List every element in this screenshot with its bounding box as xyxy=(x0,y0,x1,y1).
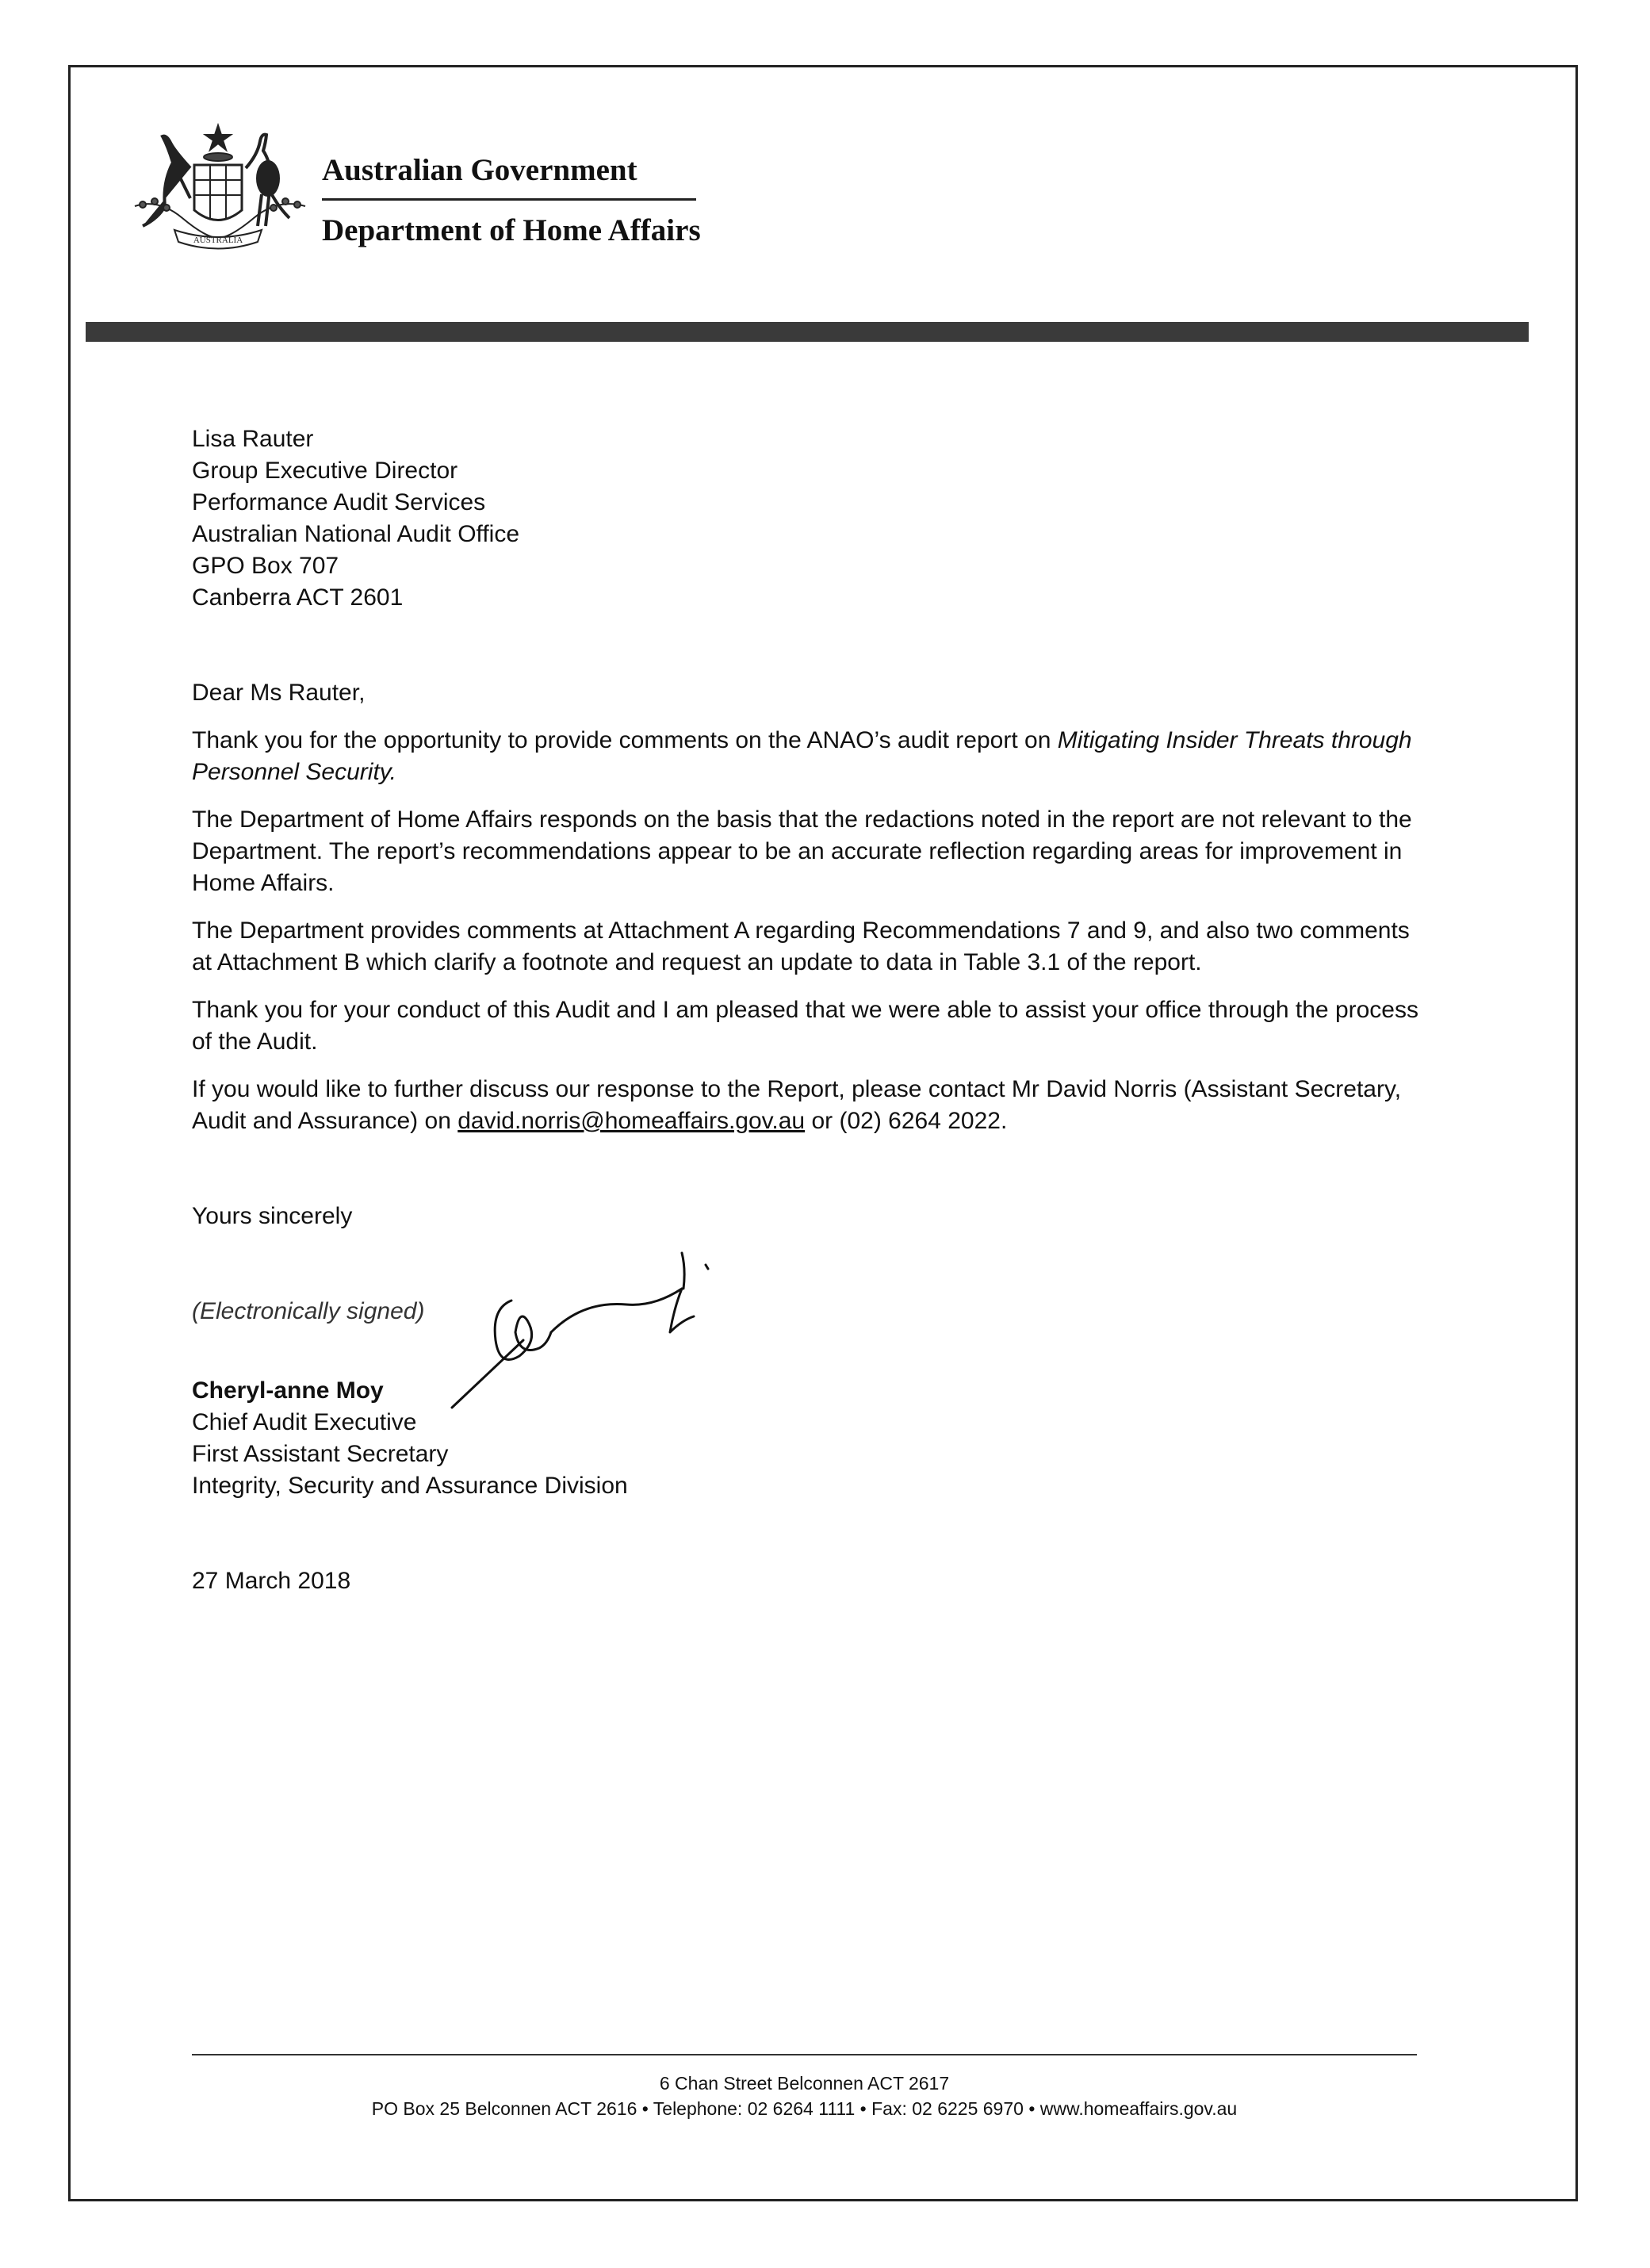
handwritten-signature xyxy=(444,1245,777,1419)
signatory-role: Chief Audit Executive xyxy=(192,1409,417,1435)
letterhead-banner xyxy=(86,322,1529,342)
paragraph-5-text: If you would like to further discuss our response to the Report, please contact Mr David Norris (Assistant Secretary, Audit and Assurance) on xyxy=(192,1076,1402,1134)
paragraph-5-end: or (02) 6264 2022. xyxy=(805,1108,1008,1134)
contact-email-link[interactable]: david.norris@homeaffairs.gov.au xyxy=(457,1108,806,1134)
government-name: Australian Government xyxy=(322,153,637,187)
crest-scroll-text: AUSTRALIA xyxy=(193,236,243,245)
electronic-signature-note: (Electronically signed) xyxy=(192,1298,425,1324)
recipient-title: Group Executive Director xyxy=(192,458,458,484)
footer-address: 6 Chan Street Belconnen ACT 2617 xyxy=(659,2073,950,2094)
paragraph-5 xyxy=(192,1074,1429,1137)
report-title: Mitigating Insider Threats through Personnel Security. xyxy=(192,727,1412,785)
coat-of-arms-logo xyxy=(127,119,313,258)
paragraph-2: The Department of Home Affairs responds on the basis that the redactions noted in the report are not relevant to the Department. The report’s recommendations appear to be an accurate reflection regarding areas for improvement in Home Affairs. xyxy=(192,806,1412,896)
closing: Yours sincerely xyxy=(192,1203,353,1229)
department-name: Department of Home Affairs xyxy=(322,213,701,247)
recipient-unit: Performance Audit Services xyxy=(192,489,486,515)
paragraph-3: The Department provides comments at Attachment A regarding Recommendations 7 and 9, and also two comments at Attachment B which clarify a footnote and request an update to data in Table 3.1 of the report. xyxy=(192,918,1410,975)
recipient-office: Australian National Audit Office xyxy=(192,521,520,547)
recipient-box: GPO Box 707 xyxy=(192,553,339,579)
signatory-name: Cheryl-anne Moy xyxy=(192,1377,384,1404)
salutation: Dear Ms Rauter, xyxy=(192,680,366,706)
recipient-name: Lisa Rauter xyxy=(192,426,314,452)
recipient-city: Canberra ACT 2601 xyxy=(192,584,404,611)
footer-contact-details: PO Box 25 Belconnen ACT 2616 • Telephone: 02 6264 1111 • Fax: 02 6225 6970 • www.homeaffairs.gov.au xyxy=(371,2098,1238,2119)
paragraph-4: Thank you for your conduct of this Audit and I am pleased that we were able to assist your office through the process of the Audit. xyxy=(192,997,1418,1055)
paragraph-1 xyxy=(192,725,1429,788)
footer-divider xyxy=(192,2054,1417,2055)
paragraph-1-text: Thank you for the opportunity to provide comments on the ANAO’s audit report on xyxy=(192,727,1058,753)
letterhead-divider xyxy=(322,198,696,201)
signatory-position: First Assistant Secretary xyxy=(192,1441,449,1467)
letter-date: 27 March 2018 xyxy=(192,1568,351,1594)
signatory-division: Integrity, Security and Assurance Division xyxy=(192,1473,628,1499)
